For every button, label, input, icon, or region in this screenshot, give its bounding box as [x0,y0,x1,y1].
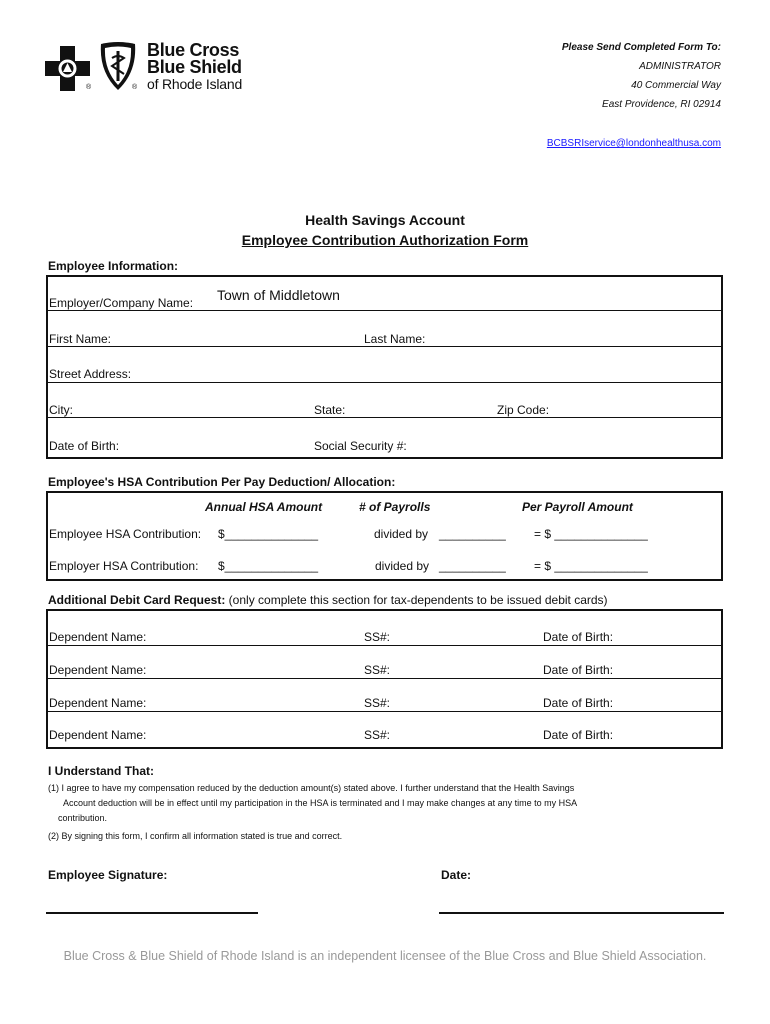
dependent-name-field[interactable]: Dependent Name: [49,630,147,644]
state-field[interactable]: State: [314,403,346,417]
city-field[interactable]: City: [49,403,73,417]
brand-line-1: Blue Cross [147,40,240,60]
employer-divided-text: divided by [375,559,430,573]
social-security-field[interactable]: Social Security #: [314,439,407,453]
employee-annual-field[interactable]: $______________ [218,527,319,541]
dependent-ss-field[interactable]: SS#: [364,728,391,742]
send-to-email-link[interactable]: BCBSRIservice@londonhealthusa.com [546,138,721,149]
employee-info-heading: Employee Information: [48,259,179,273]
send-to-city: East Providence, RI 02914 [602,99,721,110]
dependent-name-field[interactable]: Dependent Name: [49,663,147,677]
debit-card-heading-note: (only complete this section for tax-dependents to be issued debit cards) [225,593,608,607]
footer-disclaimer: Blue Cross & Blue Shield of Rhode Island is an independent licensee of the Blue Cross and Blue Shield Association. [63,949,707,963]
employer-annual-field[interactable]: $______________ [218,559,319,573]
registered-mark: ® [86,84,92,91]
debit-card-heading-bold: Additional Debit Card Request: [48,593,226,607]
employee-divided-text: divided by [374,527,429,541]
dependent-ss-field[interactable]: SS#: [364,663,391,677]
dependent-dob-field[interactable]: Date of Birth: [543,728,614,742]
registered-mark: ® [132,84,138,91]
employee-info-box [46,275,723,459]
date-of-birth-field[interactable]: Date of Birth: [49,439,120,453]
form-title: Health Savings Account [305,212,465,228]
debit-card-heading [48,593,608,607]
zip-code-field[interactable]: Zip Code: [497,403,550,417]
employee-per-payroll-field[interactable]: = $ ______________ [534,527,648,541]
employer-value[interactable]: Town of Middletown [217,287,340,303]
understand-p1-line1: (1) I agree to have my compensation reduced by the deduction amount(s) stated above. I further understand that the Health Savings [48,783,575,793]
brand-line-2: Blue Shield [147,57,242,77]
last-name-field[interactable]: Last Name: [364,332,426,346]
form-subtitle [0,232,770,248]
understand-heading: I Understand That: [48,764,155,778]
employer-payrolls-field[interactable]: __________ [439,559,506,573]
date-line[interactable] [439,912,724,914]
date-label: Date: [441,868,472,882]
blue-cross-logo-icon [45,46,90,91]
employee-signature-line[interactable] [46,912,258,914]
col-payrolls-header: # of Payrolls [359,500,431,514]
debit-card-box [46,609,723,749]
dependent-name-field[interactable]: Dependent Name: [49,728,147,742]
understand-p1-line2: Account deduction will be in effect until my participation in the HSA is terminated and I may make changes at any time to my HSA [63,798,578,808]
dependent-name-field[interactable]: Dependent Name: [49,696,147,710]
send-to-heading: Please Send Completed Form To: [561,42,721,53]
contribution-box [46,491,723,581]
understand-p2: (2) By signing this form, I confirm all information stated is true and correct. [48,831,343,841]
dependent-dob-field[interactable]: Date of Birth: [543,663,614,677]
dependent-dob-field[interactable]: Date of Birth: [543,630,614,644]
dependent-ss-field[interactable]: SS#: [364,696,391,710]
employee-contribution-label: Employee HSA Contribution: [49,527,202,541]
dependent-dob-field[interactable]: Date of Birth: [543,696,614,710]
col-per-payroll-header: Per Payroll Amount [522,500,633,514]
brand-line-3: of Rhode Island [147,76,243,92]
employee-signature-label: Employee Signature: [48,868,168,882]
send-to-name: ADMINISTRATOR [639,61,721,72]
form-subtitle-text: Employee Contribution Authorization Form [241,232,529,248]
employer-label: Employer/Company Name: [49,296,194,310]
contribution-heading: Employee's HSA Contribution Per Pay Deduction/ Allocation: [48,475,396,489]
employer-contribution-label: Employer HSA Contribution: [49,559,199,573]
employer-per-payroll-field[interactable]: = $ ______________ [534,559,648,573]
dependent-ss-field[interactable]: SS#: [364,630,391,644]
employee-payrolls-field[interactable]: __________ [439,527,506,541]
col-annual-header: Annual HSA Amount [205,500,323,514]
send-to-street: 40 Commercial Way [631,80,721,91]
street-address-field[interactable]: Street Address: [49,367,132,381]
understand-p1-line3: contribution. [58,813,108,823]
first-name-field[interactable]: First Name: [49,332,112,346]
